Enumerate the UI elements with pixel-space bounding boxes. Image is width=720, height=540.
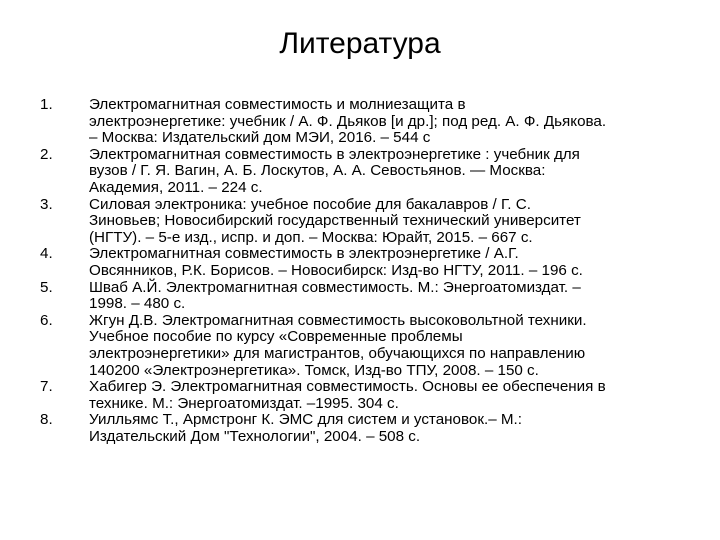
reference-item (40, 280, 710, 313)
reference-text: Хабигер Э. Электромагнитная совместимость. Основы ее обеспечения в технике. М.: Энергоатомиздат. –1995. 304 с. (89, 378, 606, 412)
reference-text: Электромагнитная совместимость и молниезащита в электроэнергетике: учебник / А. Ф. Дьяков [и др.]; под ред. А. Ф. Дьякова. – Москва: Издательский дом МЭИ, 2016. – 544 с (89, 96, 607, 147)
reference-item (40, 97, 710, 147)
reference-item (40, 313, 710, 379)
reference-list (40, 97, 710, 445)
reference-text: Шваб А.Й. Электромагнитная совместимость. М.: Энергоатомиздат. – 1998. – 480 с. (89, 278, 581, 313)
reference-item (40, 197, 710, 247)
reference-number: 3. (40, 195, 53, 213)
reference-number: 4. (40, 245, 53, 263)
reference-number: 7. (40, 378, 53, 396)
reference-number: 1. (40, 96, 53, 113)
reference-text: Электромагнитная совместимость в электроэнергетике : учебник для вузов / Г. Я. Вагин, А. Б. Лоскутов, А. А. Севостьянов. — Москва: Академия, 2011. – 224 с. (89, 145, 580, 196)
reference-text: Силовая электроника: учебное пособие для бакалавров / Г. С. Зиновьев; Новосибирский государственный технический университет (НГТУ). – 5-е изд., испр. и доп. – Москва: Юрайт, 2015. – 667 с. (89, 195, 581, 246)
reference-text: Жгун Д.В. Электромагнитная совместимость высоковольтной техники. Учебное пособие по курсу «Современные проблемы электроэнергетики» для магистрантов, обучающихся по направлению 140200 «Электроэнергетика». Томск, Изд-во ТПУ, 2008. – 150 с. (89, 311, 587, 379)
reference-number: 2. (40, 145, 53, 163)
reference-item (40, 147, 710, 197)
reference-number: 5. (40, 278, 53, 296)
reference-number: 8. (40, 411, 53, 429)
reference-item (40, 246, 710, 279)
reference-text: Уилльямс Т., Армстронг К. ЭМС для систем и установок.– М.: Издательский Дом "Технологии", 2004. – 508 с. (89, 411, 522, 445)
slide-title: Литература (279, 27, 441, 60)
reference-item (40, 379, 710, 412)
reference-text: Электромагнитная совместимость в электроэнергетике / А.Г. Овсянников, Р.К. Борисов. – Новосибирск: Изд-во НГТУ, 2011. – 196 с. (89, 245, 583, 279)
reference-number: 6. (40, 311, 53, 329)
reference-item (40, 412, 710, 445)
